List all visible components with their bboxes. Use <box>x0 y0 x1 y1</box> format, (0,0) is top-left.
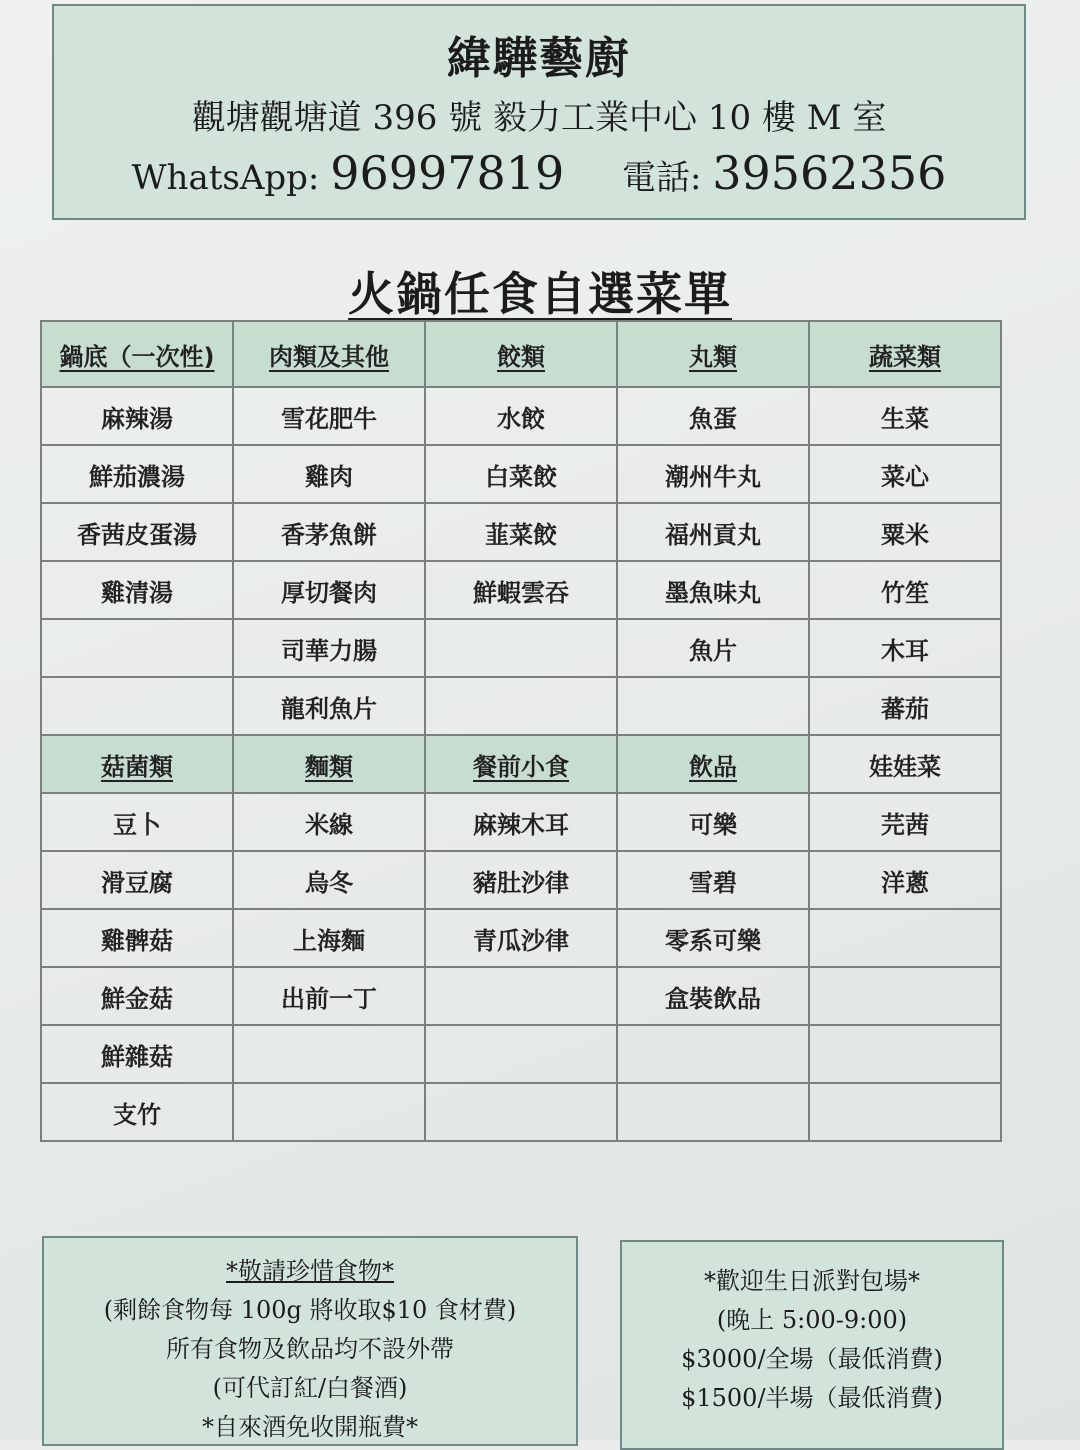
table-row <box>41 967 1001 1025</box>
menu-cell: 滑豆腐 <box>41 851 233 909</box>
menu-cell: 盒裝飲品 <box>617 967 809 1025</box>
menu-cell: 蕃茄 <box>809 677 1001 735</box>
menu-cell: 竹笙 <box>809 561 1001 619</box>
notice-title: *敬請珍惜食物* <box>226 1257 394 1285</box>
party-booking-notice <box>620 1240 1004 1450</box>
phone-number: 39562356 <box>712 146 947 200</box>
menu-cell: 水餃 <box>425 387 617 445</box>
menu-cell <box>425 677 617 735</box>
menu-cell: 生菜 <box>809 387 1001 445</box>
menu-cell: 麻辣湯 <box>41 387 233 445</box>
menu-cell <box>233 1083 425 1141</box>
menu-cell: 雪碧 <box>617 851 809 909</box>
menu-table <box>40 320 1002 1142</box>
menu-cell: 香茅魚餅 <box>233 503 425 561</box>
menu-cell: 零系可樂 <box>617 909 809 967</box>
menu-cell: 洋蔥 <box>809 851 1001 909</box>
table-row <box>41 445 1001 503</box>
notice-line: $3000/全場（最低消費) <box>681 1345 943 1373</box>
table-subheader-row <box>41 735 1001 793</box>
table-row <box>41 387 1001 445</box>
menu-cell <box>425 1083 617 1141</box>
header-cell: 菇菌類 <box>41 735 233 793</box>
header-cell: 丸類 <box>617 321 809 387</box>
header-cell: 鍋底（一次性) <box>41 321 233 387</box>
menu-cell <box>809 1083 1001 1141</box>
menu-title: 火鍋任食自選菜單 <box>348 267 732 321</box>
menu-cell: 豆卜 <box>41 793 233 851</box>
menu-cell: 可樂 <box>617 793 809 851</box>
table-row <box>41 677 1001 735</box>
menu-cell <box>617 677 809 735</box>
menu-cell: 雞清湯 <box>41 561 233 619</box>
header-cell: 蔬菜類 <box>809 321 1001 387</box>
menu-cell: 魚蛋 <box>617 387 809 445</box>
whatsapp-number: 96997819 <box>330 146 565 200</box>
menu-cell: 魚片 <box>617 619 809 677</box>
notice-line: (可代訂紅/白餐酒) <box>212 1374 408 1402</box>
header-cell: 餐前小食 <box>425 735 617 793</box>
menu-cell <box>233 1025 425 1083</box>
menu-cell: 福州貢丸 <box>617 503 809 561</box>
menu-cell: 雞髀菇 <box>41 909 233 967</box>
menu-cell: 鮮蝦雲吞 <box>425 561 617 619</box>
menu-cell: 芫茜 <box>809 793 1001 851</box>
menu-cell: 烏冬 <box>233 851 425 909</box>
menu-cell: 粟米 <box>809 503 1001 561</box>
menu-cell: 韮菜餃 <box>425 503 617 561</box>
menu-cell: 鮮茄濃湯 <box>41 445 233 503</box>
contact-line <box>54 146 1024 200</box>
menu-cell: 司華力腸 <box>233 619 425 677</box>
menu-cell <box>617 1083 809 1141</box>
menu-cell: 青瓜沙律 <box>425 909 617 967</box>
table-row <box>41 561 1001 619</box>
header-cell: 肉類及其他 <box>233 321 425 387</box>
menu-cell: 麻辣木耳 <box>425 793 617 851</box>
notice-line: 所有食物及飲品均不設外帶 <box>166 1335 454 1363</box>
menu-cell: 支竹 <box>41 1083 233 1141</box>
whatsapp-label: WhatsApp: <box>131 158 320 198</box>
table-row <box>41 619 1001 677</box>
notice-line: *自來酒免收開瓶費* <box>202 1413 418 1441</box>
menu-cell: 香茜皮蛋湯 <box>41 503 233 561</box>
menu-cell <box>41 619 233 677</box>
header-cell: 麵類 <box>233 735 425 793</box>
menu-cell: 出前一丁 <box>233 967 425 1025</box>
menu-cell: 鮮雜菇 <box>41 1025 233 1083</box>
menu-cell <box>617 1025 809 1083</box>
menu-cell: 龍利魚片 <box>233 677 425 735</box>
menu-cell: 木耳 <box>809 619 1001 677</box>
menu-cell <box>809 1025 1001 1083</box>
table-row <box>41 1025 1001 1083</box>
menu-cell: 豬肚沙律 <box>425 851 617 909</box>
table-row <box>41 793 1001 851</box>
table-row <box>41 909 1001 967</box>
restaurant-address: 觀塘觀塘道 396 號 毅力工業中心 10 樓 M 室 <box>191 98 887 138</box>
menu-cell <box>809 967 1001 1025</box>
menu-cell: 白菜餃 <box>425 445 617 503</box>
notice-line: $1500/半場（最低消費) <box>681 1384 943 1412</box>
menu-cell <box>425 1025 617 1083</box>
menu-cell: 雪花肥牛 <box>233 387 425 445</box>
menu-cell: 娃娃菜 <box>809 735 1001 793</box>
menu-cell: 上海麵 <box>233 909 425 967</box>
restaurant-header <box>52 4 1026 220</box>
menu-cell <box>809 909 1001 967</box>
menu-cell: 潮州牛丸 <box>617 445 809 503</box>
menu-cell <box>41 677 233 735</box>
menu-cell: 雞肉 <box>233 445 425 503</box>
table-row <box>41 503 1001 561</box>
table-row <box>41 1083 1001 1141</box>
restaurant-name: 緯驊藝廚 <box>447 33 631 84</box>
notice-line: (晚上 5:00-9:00) <box>716 1306 908 1334</box>
table-row <box>41 851 1001 909</box>
food-waste-notice <box>42 1236 578 1446</box>
menu-cell: 米線 <box>233 793 425 851</box>
notice-title: *歡迎生日派對包場* <box>704 1267 920 1295</box>
menu-cell: 厚切餐肉 <box>233 561 425 619</box>
menu-cell <box>425 967 617 1025</box>
header-cell: 飲品 <box>617 735 809 793</box>
notice-line: (剩餘食物每 100g 將收取$10 食材費) <box>103 1296 517 1324</box>
menu-cell: 墨魚味丸 <box>617 561 809 619</box>
menu-cell <box>425 619 617 677</box>
menu-cell: 菜心 <box>809 445 1001 503</box>
table-header-row <box>41 321 1001 387</box>
phone-label: 電話: <box>621 158 702 198</box>
header-cell: 餃類 <box>425 321 617 387</box>
menu-cell: 鮮金菇 <box>41 967 233 1025</box>
